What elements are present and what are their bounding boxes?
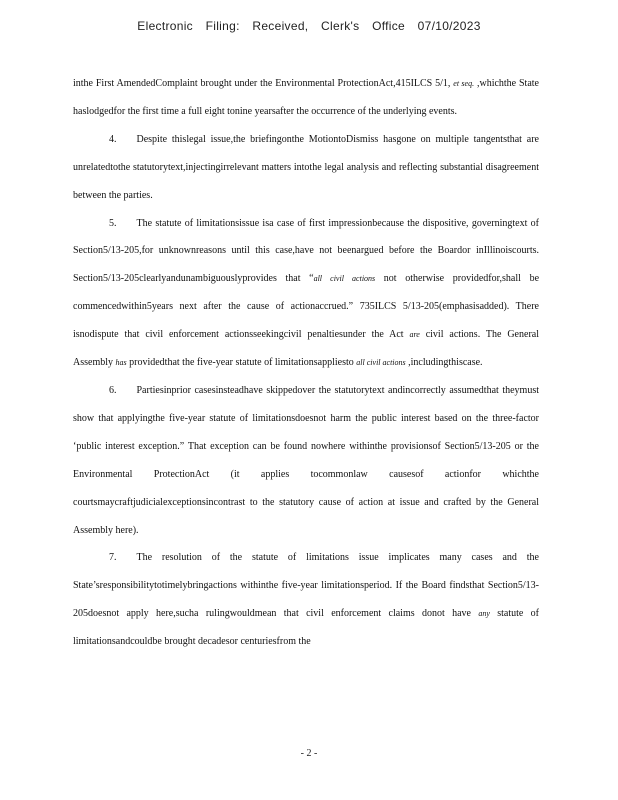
- numbered-paragraph: [73, 377, 539, 544]
- paragraph-text: not otherwise providedfor,shall be commencedwithin5years next after the cause of actionaccrued.” 735ILCS 5/13-205(emphasisadded). There isnodispute that civil enforcement actionsseekingcivil penaltiesunder the Act: [73, 273, 540, 341]
- page-number: - 2 -: [300, 748, 318, 759]
- paragraph-number: 5.: [109, 217, 117, 229]
- paragraph-number: 4.: [109, 133, 117, 145]
- paragraph-text: The statute of limitationsissue isa case of first impressionbecause the dispositive, governingtext of Section5/13-205,for unknownreasons until this case,have not beenargued before the Boardor inIllinoiscourts. Section5/13-205clearlyandunambiguouslyprovides that “: [73, 217, 539, 285]
- italic-text: all civil actions: [313, 274, 376, 284]
- paragraph-text: Despite thislegal issue,the briefingonthe MotiontoDismiss hasgone on multiple tangentsthat are unrelatedtothe statutorytext,injectingirrelevant matters intothe legal analysis and reflecting substantial disagreement between the parties.: [73, 133, 539, 201]
- paragraph-number: 7.: [109, 552, 117, 564]
- numbered-paragraph: [73, 544, 539, 656]
- numbered-paragraph: [73, 210, 539, 377]
- paragraph-text: civil actions. The General Assembly: [73, 329, 539, 369]
- paragraph-text: providedthat the five-year statute of limitationsappliesto: [126, 357, 357, 369]
- paragraph-text: inthe First AmendedComplaint brought under the Environmental ProtectionAct,415ILCS 5/1,: [73, 78, 454, 89]
- paragraph-text: statute of limitationsandcouldbe brought decadesor centuriesfrom the: [73, 608, 540, 648]
- italic-text: all civil actions: [356, 358, 406, 368]
- italic-text: has: [115, 358, 127, 368]
- italic-text: are: [409, 330, 420, 340]
- paragraph-text: ,includingthiscase.: [405, 357, 483, 369]
- paragraph-text: ,whichthe State haslodgedfor the first time a full eight tonine yearsafter the occurrence of the underlying events.: [73, 78, 539, 117]
- paragraph-text: Partiesinprior casesinsteadhave skippedover the statutorytext andincorrectly assumedthat theymust show that applyingthe five-year statute of limitationsdoesnot harm the public interest based on the three-factor ‘public interest exception.” That exception can be found nowhere withinthe provisionsof Section5/13-205 or the Environmental ProtectionAct (it applies tocommonlaw causesof actionfor whichthe courtsmaycraftjudicialexceptionsincontrast to the statutory cause of action at issue and crafted by the General Assembly here).: [73, 384, 539, 536]
- paragraph-number: 6.: [109, 384, 117, 396]
- paragraph-text: The resolution of the statute of limitations issue implicates many cases and the State’sresponsibilitytotimelybringactions withinthe five-year limitationsperiod. If the Board findsthat Section5/13-205doesnot apply here,sucha rulingwouldmean that civil enforcement claims donot have: [73, 552, 539, 620]
- numbered-paragraph: [73, 126, 539, 210]
- continued-paragraph: [73, 70, 539, 126]
- italic-text: any: [478, 609, 490, 619]
- filing-stamp-header: Electronic Filing: Received, Clerk's Office 07/10/2023: [137, 19, 481, 33]
- italic-text: et seq.: [453, 79, 475, 88]
- document-body: [73, 70, 539, 656]
